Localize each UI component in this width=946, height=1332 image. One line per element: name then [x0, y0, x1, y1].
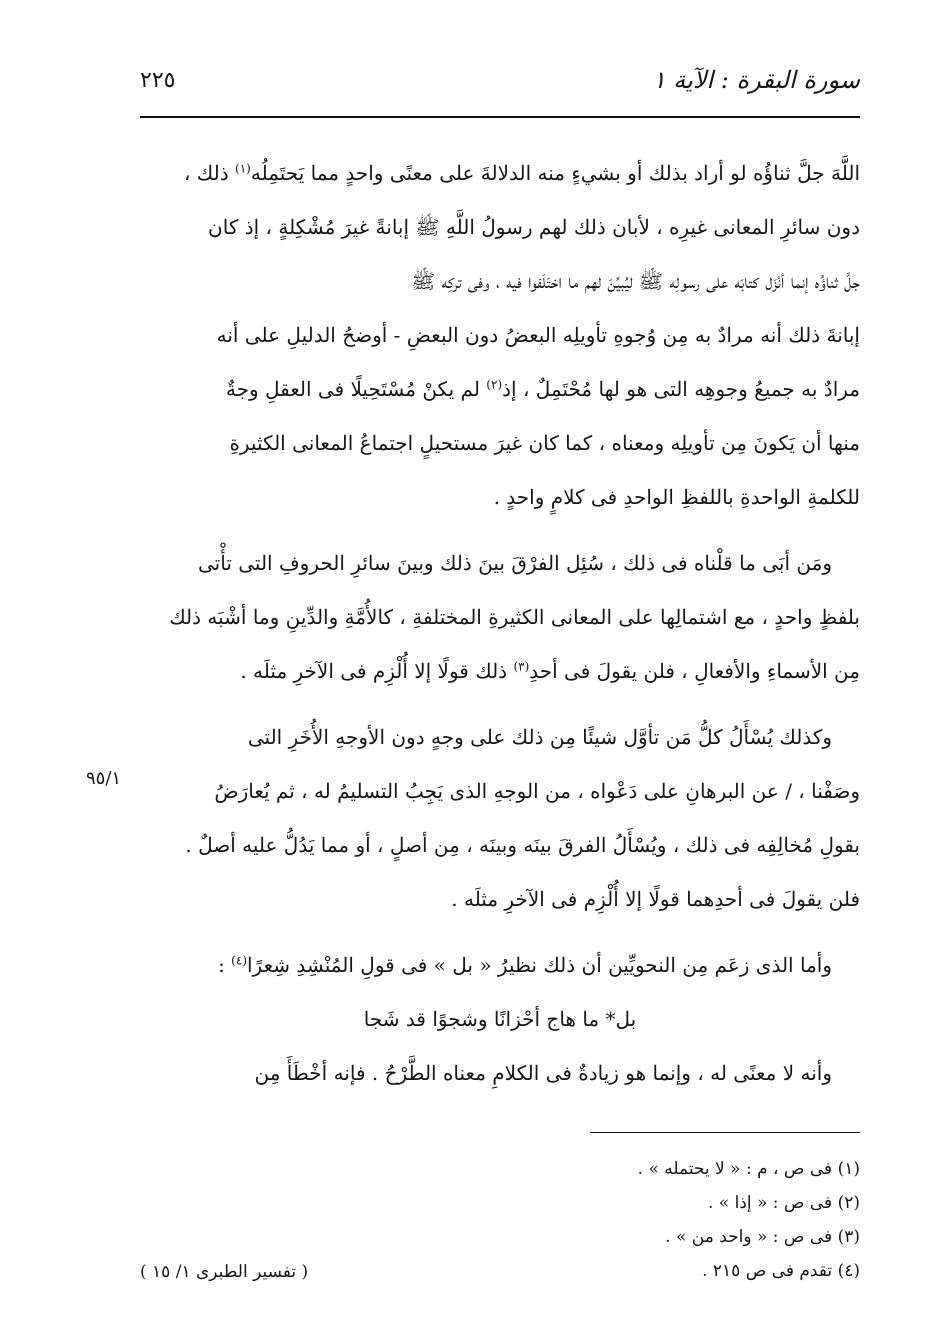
footnote-marker: (٢)	[486, 377, 503, 392]
bottom-reference: ( تفسير الطبرى ١/ ١٥ )	[140, 1262, 309, 1282]
text-line: دون سائرِ المعانى غيرِه ، لأبان ذلك لهم رسولُ اللَّهِ ﷺ إبانةً غيرَ مُشْكِلةٍ ، إذ كان	[208, 215, 860, 239]
text-line: وأنه لا معنًى له ، وإنما هو زيادةٌ فى الكلامِ معناه الطَّرْحُ . فإنه أخْطَأَ مِن	[254, 1061, 832, 1085]
text-line: إبانةَ ذلك أنه مرادٌ به مِن وُجوهِ تأويلِه البعضُ دون البعضِ - أوضحُ الدليلِ على أنه	[216, 323, 860, 347]
footnote-marker: (٣)	[513, 659, 530, 674]
footnote-marker: (٤)	[231, 953, 247, 968]
footnote: (٣) فى ص : « واحد من » .	[665, 1227, 860, 1247]
footnote-marker: (١)	[235, 161, 251, 176]
text-line: بقولِ مُخالِفِه فى ذلك ، ويُسْأَلُ الفرقَ بينَه وبينَه ، مِن أصلٍ ، أو مما يَدُلُّ عليه أصلٌ .	[185, 833, 860, 857]
paragraph-gap	[140, 698, 860, 710]
text-line: منها أن يَكونَ مِن تأويلِه ومعناه ، كما كان غيرَ مستحيلٍ اجتماعُ المعانى الكثيرةِ	[229, 431, 860, 455]
text-line: للكلمةِ الواحدةِ باللفظِ الواحدِ فى كلامٍ واحدٍ .	[493, 485, 860, 509]
text-line: مِن الأسماءِ والأفعالِ ، فلن يقولَ فى أحدِ$^{(٣)}$ ذلك قولًا إلا أُلْزِم فى الآخرِ مثلَه .	[240, 659, 860, 683]
text-line: فلن يقولَ فى أحدِهما قولًا إلا أُلْزِم فى الآخرِ مثلَه .	[451, 887, 860, 911]
text-line: وصَفْنا ، / عن البرهانِ على دَعْواه ، من الوجهِ الذى يَجِبُ التسليمُ له ، ثم يُعارَضُ	[214, 779, 860, 803]
margin-reference: ٩٥/١	[86, 768, 122, 789]
text-line: وكذلك يُسْأَلُ كلُّ مَن تأوَّل شيئًا مِن ذلك على وجهٍ دون الأوجهِ الأُخَرِ التى	[247, 725, 832, 749]
footnote-rule	[590, 1132, 860, 1133]
paragraph-gap	[140, 926, 860, 938]
text-line: بلفظٍ واحدٍ ، مع اشتمالِها على المعانى الكثيرةِ المختلفةِ ، كالأُمَّةِ والدِّينِ وما أشْبَه ذلك	[169, 605, 860, 629]
running-title: سورة البقرة : الآية ١	[652, 66, 860, 94]
footnote: (١) فى ص ، م : « لا يحتمله » .	[637, 1159, 860, 1179]
footnotes	[420, 1152, 860, 1288]
footnote: (٢) فى ص : « إذا » .	[707, 1193, 860, 1213]
main-text	[140, 146, 860, 1100]
text-line: وأما الذى زعَم مِن النحويِّين أن ذلك نظيرُ « بل » فى قولِ المُنْشِدِ شِعرًا$^{(٤)}$ :	[218, 953, 832, 977]
text-line: ومَن أبَى ما قلْناه فى ذلك ، سُئِل الفرْقَ بينَ ذلك وبينَ سائرِ الحروفِ التى تأْتى	[197, 551, 832, 575]
header-rule	[140, 116, 860, 118]
page-number: ٢٢٥	[140, 68, 176, 93]
page-header	[140, 62, 860, 112]
footnote: (٤) تقدم فى ص ٢١٥ .	[702, 1261, 860, 1281]
paragraph-gap	[140, 524, 860, 536]
verse-line: بل* ما هاج أحْزانًا وشجوًا قد شَجا	[363, 1007, 637, 1031]
text-line: مرادٌ به جميعُ وجوهِه التى هو لها مُحْتَمِلٌ ، إذ$^{(٢)}$ لم يكنْ مُسْتَحِيلًا فى العقلِ وجةٌ	[225, 377, 860, 401]
text-line: جلَّ ثناؤُه إنما أنْزَل كتابَه على رسولِه ﷺ ليُبيِّنَ لهم ما اختَلَفوا فيه ، وفى تركِه ﷺ	[411, 269, 860, 293]
text-line: اللَّهَ جلَّ ثناؤُه لو أراد بذلك أو بشيءٍ منه الدلالةَ على معنًى واحدٍ مما يَحتَمِلُه$^{(١)}$ ذلك ،	[183, 161, 860, 185]
